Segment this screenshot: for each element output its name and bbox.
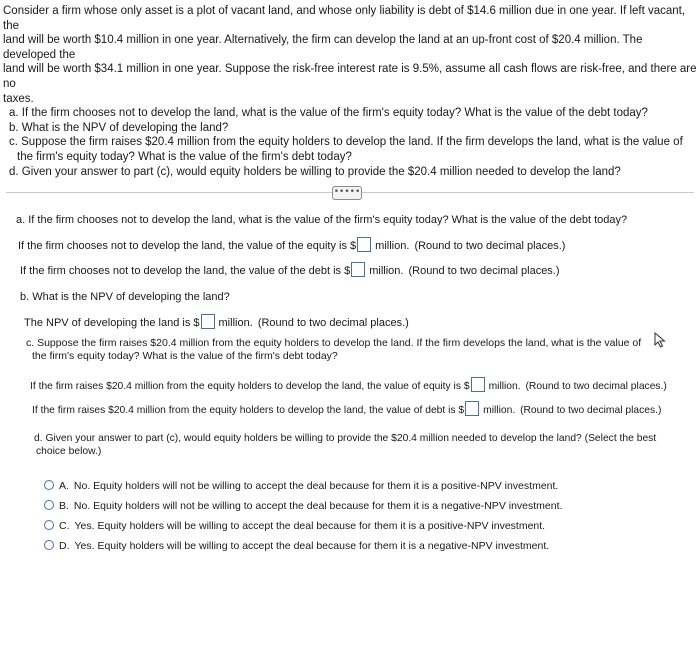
npv-answer-input[interactable] (201, 314, 215, 329)
part-a-equity-text: If the firm chooses not to develop the land, the value of the equity is $ (18, 240, 357, 252)
part-b-npv-row (24, 314, 409, 331)
question-b: b. What is the NPV of developing the land? (9, 121, 229, 134)
radio-button[interactable] (44, 500, 54, 510)
option-text: Yes. Equity holders will be willing to accept the deal because for them it is a negative-NPV investment. (74, 540, 550, 552)
rounding-hint: (Round to two decimal places.) (520, 405, 662, 416)
rounding-hint: (Round to two decimal places.) (525, 381, 667, 392)
part-d-heading: d. Given your answer to part (c), would equity holders be willing to provide the $20.4 million needed to develop the land? (Select the best (34, 433, 657, 444)
choice-c[interactable] (44, 520, 545, 534)
problem-intro-line: land will be worth $10.4 million in one year. Alternatively, the firm can develop the land at an up-front cost of $20.4 million. The developed the (3, 34, 643, 61)
problem-intro-line: taxes. (3, 92, 34, 105)
option-letter: C. (59, 520, 70, 532)
part-c-equity-row (30, 377, 667, 394)
problem-statement (3, 4, 697, 179)
mouse-cursor-icon (654, 332, 666, 348)
rounding-hint: (Round to two decimal places.) (408, 265, 560, 277)
part-a-heading: a. If the firm chooses not to develop the land, what is the value of the firm's equity today? What is the value of the debt today? (16, 214, 628, 226)
choice-a[interactable] (44, 480, 558, 494)
unit-label: million. (483, 405, 516, 416)
radio-button[interactable] (44, 480, 54, 490)
part-b-heading: b. What is the NPV of developing the land? (20, 291, 230, 303)
part-c-debt-row (32, 401, 661, 418)
question-c-cont: the firm's equity today? What is the value of the firm's debt today? (17, 150, 352, 163)
option-text: No. Equity holders will not be willing to accept the deal because for them it is a negative-NPV investment. (73, 500, 563, 512)
question-a: a. If the firm chooses not to develop the land, what is the value of the firm's equity today? What is the value of the debt today? (9, 107, 648, 120)
part-c-heading-cont: the firm's equity today? What is the value of the firm's debt today? (32, 350, 338, 362)
rounding-hint: (Round to two decimal places.) (414, 240, 566, 252)
part-a-debt-row (20, 262, 560, 279)
part-c-equity-text: If the firm raises $20.4 million from the equity holders to develop the land, the value of equity is $ (30, 381, 470, 392)
part-c-heading: c. Suppose the firm raises $20.4 million from the equity holders to develop the land. If the firm develops the land, what is the value of (26, 337, 642, 349)
unit-label: million. (218, 317, 253, 329)
radio-button[interactable] (44, 540, 54, 550)
choice-b[interactable] (44, 500, 562, 514)
option-text: No. Equity holders will not be willing to accept the deal because for them it is a positive-NPV investment. (73, 480, 559, 492)
problem-intro-line: land will be worth $34.1 million in one year. Suppose the risk-free interest rate is 9.5%, assume all cash flows are risk-free, and there are no (3, 63, 697, 90)
option-letter: D. (59, 540, 70, 552)
part-a-equity-row (18, 237, 565, 254)
part-c-debt-text: If the firm raises $20.4 million from the equity holders to develop the land, the value of debt is $ (32, 405, 465, 416)
unit-label: million. (488, 381, 521, 392)
question-c: c. Suppose the firm raises $20.4 million from the equity holders to develop the land. If the firm develops the land, what is the value of (9, 136, 683, 149)
expand-button[interactable]: ••••• (332, 186, 362, 200)
part-b-npv-text: The NPV of developing the land is $ (24, 317, 200, 329)
radio-button[interactable] (44, 520, 54, 530)
option-text: Yes. Equity holders will be willing to accept the deal because for them it is a positive-NPV investment. (74, 520, 546, 532)
part-a-debt-text: If the firm chooses not to develop the land, the value of the debt is $ (20, 265, 351, 277)
rounding-hint: (Round to two decimal places.) (257, 317, 409, 329)
equity-c-answer-input[interactable] (471, 377, 485, 392)
option-letter: A. (59, 480, 69, 492)
option-letter: B. (59, 500, 69, 512)
equity-answer-input[interactable] (357, 237, 371, 252)
problem-intro-line: Consider a firm whose only asset is a plot of vacant land, and whose only liability is debt of $14.6 million due in one year. If left vacant, the (3, 5, 686, 32)
choice-d[interactable] (44, 540, 549, 554)
part-d-heading-cont: choice below.) (36, 446, 102, 457)
question-d: d. Given your answer to part (c), would equity holders be willing to provide the $20.4 million needed to develop the land? (9, 165, 621, 178)
debt-c-answer-input[interactable] (465, 401, 479, 416)
unit-label: million. (375, 240, 410, 252)
unit-label: million. (369, 265, 404, 277)
debt-answer-input[interactable] (351, 262, 365, 277)
